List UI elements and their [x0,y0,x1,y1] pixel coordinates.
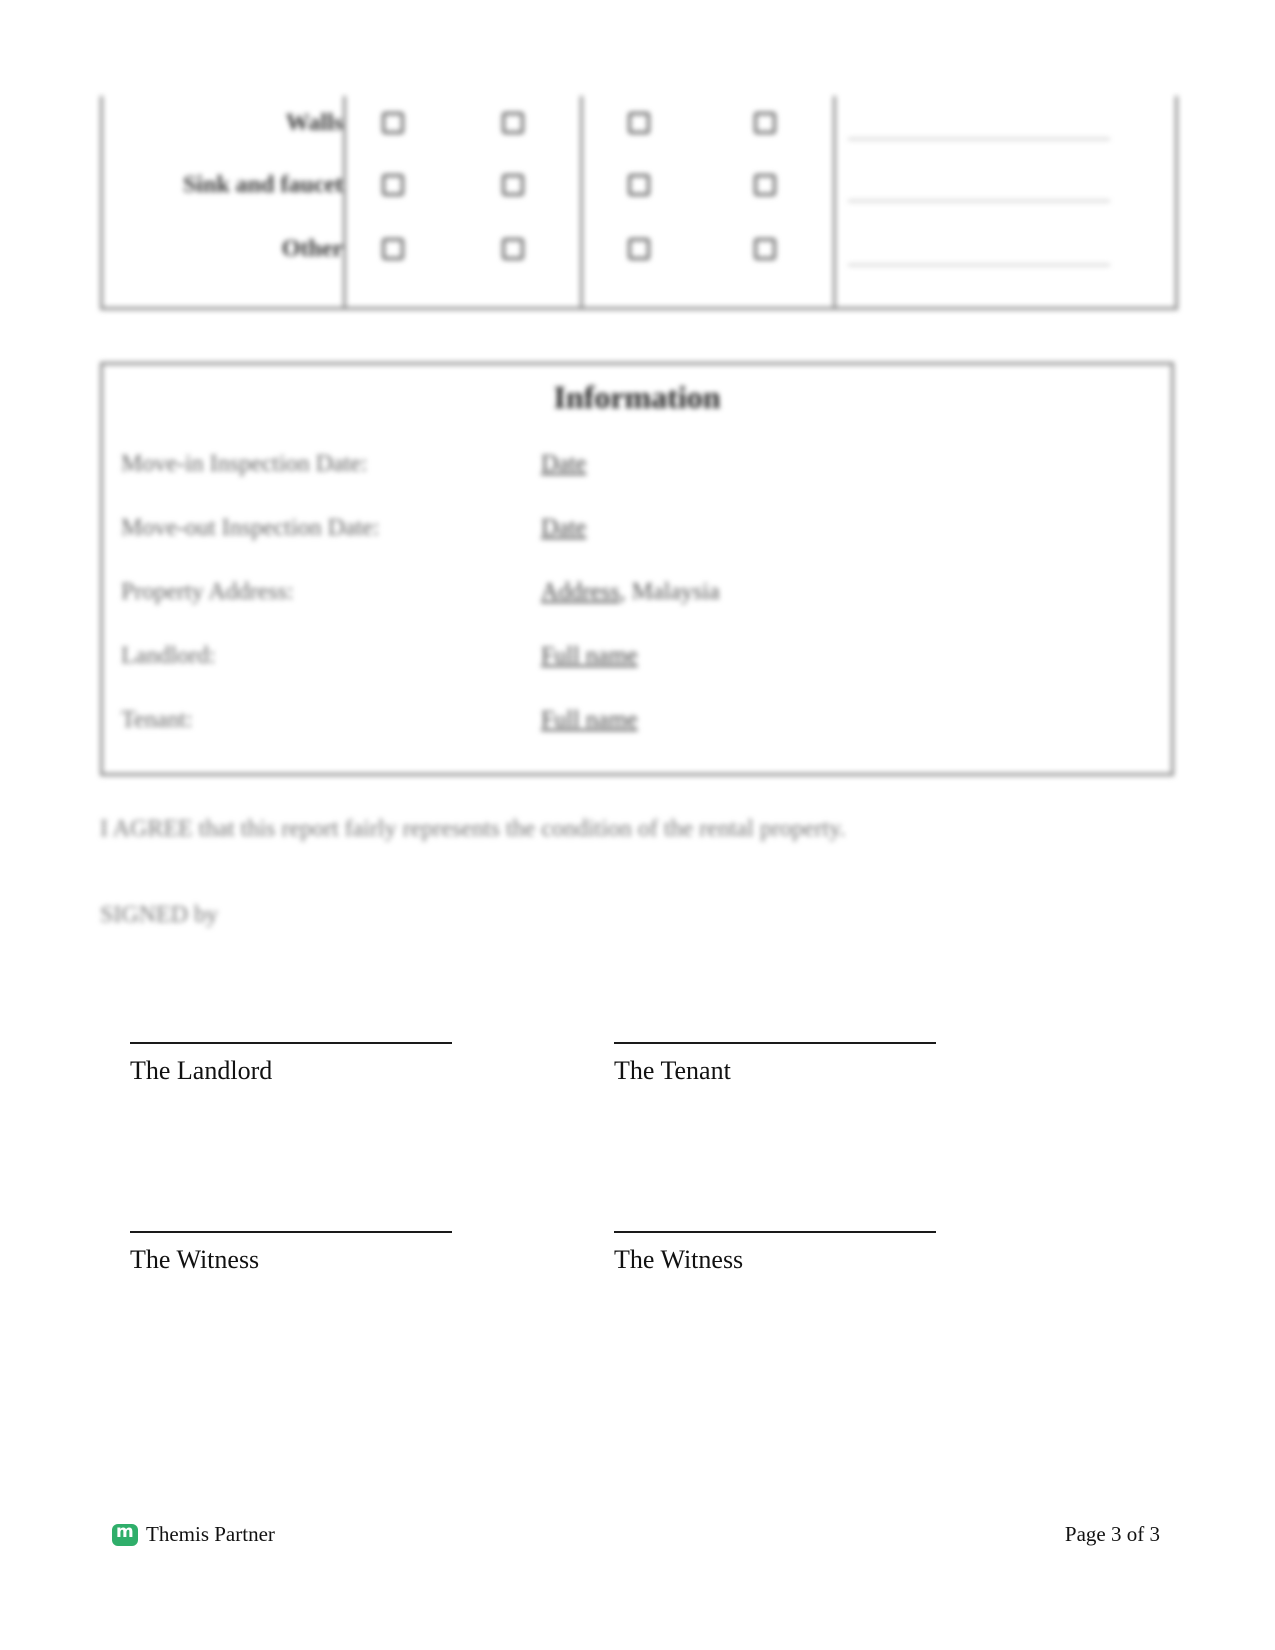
landlord-name-link[interactable]: Full name [541,643,638,669]
info-label-tenant: Tenant: [121,707,193,733]
checkbox[interactable] [382,112,404,134]
signature-label: The Witness [130,1245,260,1274]
checkbox[interactable] [628,112,650,134]
themis-logo-icon [112,1524,138,1546]
comment-line[interactable] [848,138,1110,140]
move-out-date-link[interactable]: Date [541,515,587,541]
checkbox[interactable] [502,112,524,134]
signature-line[interactable] [130,1231,452,1233]
info-value-move-out [541,515,586,542]
signature-line[interactable] [130,1042,452,1044]
condition-table [100,96,1178,310]
info-value-move-in [541,451,586,478]
comment-line[interactable] [848,264,1110,266]
signature-tenant [614,1042,936,1086]
row-label-walls: Walls [285,110,343,136]
table-divider [580,96,583,307]
address-link[interactable]: Address [541,579,620,605]
signed-by-text: SIGNED by [100,902,218,928]
page-number: Page 3 of 3 [1064,1522,1160,1546]
checkbox[interactable] [502,238,524,260]
info-value-tenant [541,707,638,734]
footer-brand [112,1522,275,1547]
signature-line[interactable] [614,1231,936,1233]
signature-label: The Tenant [614,1056,731,1085]
checkbox[interactable] [754,112,776,134]
checkbox[interactable] [382,238,404,260]
information-title: Information [553,379,721,415]
agreement-text: I AGREE that this report fairly represents the condition of the rental property. [100,816,846,842]
info-label-move-out: Move-out Inspection Date: [121,515,380,541]
comment-line[interactable] [848,200,1110,202]
info-value-landlord [541,643,638,670]
table-divider [833,96,836,307]
checkbox[interactable] [754,174,776,196]
info-label-move-in: Move-in Inspection Date: [121,451,368,477]
checkbox[interactable] [754,238,776,260]
table-divider [343,96,346,307]
tenant-name-link[interactable]: Full name [541,707,638,733]
info-label-landlord: Landlord: [121,643,216,669]
signature-landlord [130,1042,452,1086]
signature-witness-left [130,1231,452,1275]
information-box [100,362,1174,776]
checkbox[interactable] [628,238,650,260]
brand-name: Themis Partner [146,1522,275,1546]
checkbox[interactable] [382,174,404,196]
signature-label: The Witness [614,1245,744,1274]
info-value-address [541,579,720,606]
signature-witness-right [614,1231,936,1275]
signature-line[interactable] [614,1042,936,1044]
info-label-address: Property Address: [121,579,294,605]
row-label-other: Other [281,236,343,262]
address-country: , Malaysia [619,579,720,605]
signature-label: The Landlord [130,1056,273,1085]
row-label-sink: Sink and faucet [182,172,343,198]
checkbox[interactable] [628,174,650,196]
move-in-date-link[interactable]: Date [541,451,587,477]
checkbox[interactable] [502,174,524,196]
